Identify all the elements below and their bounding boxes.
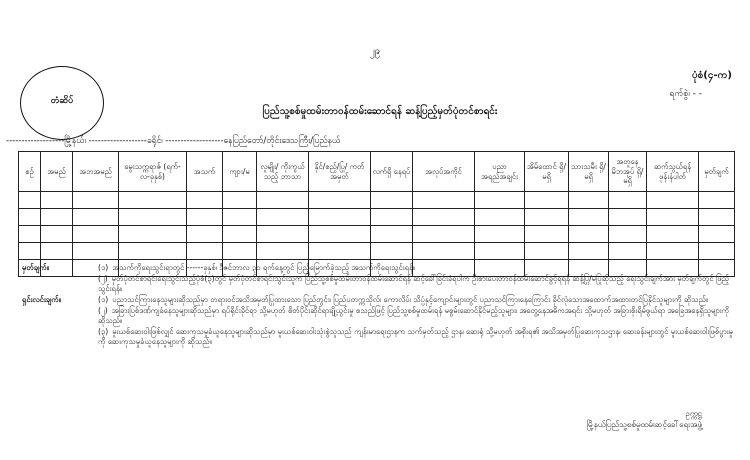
table-cell (73, 243, 119, 260)
table-cell (647, 192, 699, 209)
col-header-age: အသက် (187, 152, 223, 192)
note-number: (၁) (98, 263, 109, 272)
note-item (22, 327, 734, 347)
col-header-serial: စဉ် (19, 152, 41, 192)
table-cell (257, 209, 309, 226)
note-number: (၂) (98, 306, 108, 315)
col-header-occupation: အလုပ်အကိုင် (413, 152, 475, 192)
table-cell (19, 192, 41, 209)
table-cell (41, 209, 73, 226)
col-header-parents: အတူနေ မိဘအုပ် ရှိ/မရှိ (609, 152, 647, 192)
col-header-gender: ကျား/မ (223, 152, 257, 192)
table-row (19, 192, 735, 209)
note-number: (၂) (98, 274, 108, 283)
table-cell (569, 209, 609, 226)
table-cell (569, 243, 609, 260)
table-cell (187, 192, 223, 209)
table-cell (475, 226, 525, 243)
table-cell (119, 192, 187, 209)
table-cell (223, 243, 257, 260)
registration-table (18, 151, 735, 277)
table-cell (19, 243, 41, 260)
note-text: အခြားပြစ်ဒဏ်ကျခံနေသူများဆိုသည်မှာ ရပ်ရိုင်းခိုင်ရာ သို့မဟုတ် စိတ်ပိုင်းဆိုင်ရာချို့ယွင်းမှု စသည်ဖြင့် ပြည်သူ့စစ်မှုထမ်းရန် မစွမ်းဆောင်နိုင်မည့်သူများ၊ အတွေ့နေအဓိကအရင်း သို့မဟုတ် အခြားစိုးရိမ်ဖွယ်ရာ အခြေအနေရှိသူများကို ဆိုသည်။ (98, 306, 730, 325)
table-cell (413, 192, 475, 209)
table-cell (187, 226, 223, 243)
col-header-name: အမည် (41, 152, 73, 192)
table-cell (119, 226, 187, 243)
table-header-row (19, 152, 735, 192)
table-cell (647, 243, 699, 260)
col-header-id-card: နိုင်/စည့်/ပြု/ ကတ်အမှတ် (309, 152, 371, 192)
table-cell (257, 226, 309, 243)
col-header-married: အိမ်ထောင် ရှိ/မရှိ (525, 152, 569, 192)
col-header-phone: ဆက်သွယ်ရန် ဖုန်းနံပါတ် (647, 152, 699, 192)
table-cell (699, 226, 735, 243)
table-cell (609, 243, 647, 260)
table-cell (609, 226, 647, 243)
table-cell (525, 209, 569, 226)
table-row (19, 209, 735, 226)
table-cell (187, 209, 223, 226)
table-cell (41, 243, 73, 260)
table-cell (609, 209, 647, 226)
col-header-race-religion: လူမျိုး/ ကိုးကွယ်သည့် ဘာသာ (257, 152, 309, 192)
table-cell (73, 226, 119, 243)
table-cell (569, 226, 609, 243)
table-cell (371, 243, 413, 260)
table-cell (647, 226, 699, 243)
table-cell (475, 243, 525, 260)
col-header-father-name: အဘအမည် (73, 152, 119, 192)
registration-date: ရက်စွဲ၊ - - (669, 89, 702, 99)
table-cell (223, 209, 257, 226)
table-cell (309, 226, 371, 243)
table-cell (647, 209, 699, 226)
table-cell (371, 226, 413, 243)
location-line: -------------------မြို့နယ်၊ -------------------ခရိုင်၊ -------------------နေပြည်တော်/တိုင်းဒေသကြီး/ပြည်နယ် (6, 136, 341, 146)
table-cell (41, 192, 73, 209)
table-cell (413, 209, 475, 226)
signature-title: ဥက္ကဋ္ဌ (685, 409, 702, 418)
seal-label: တံဆိပ် (50, 96, 74, 106)
signature-office: မြို့နယ်ပြည်သူ့စစ်မှုထမ်းဆင့်ခေါ်ရေးအဖွဲ့ (586, 420, 702, 429)
table-cell (413, 243, 475, 260)
note-item (22, 306, 734, 326)
col-header-remarks: မှတ်ချက် (699, 152, 735, 192)
note-text: အသက်ကိုရေးသွင်းရာတွင် ------ခုနှစ်၊ ဒီဇင်ဘာလ ၃၁ ရက်နေ့တွင် ပြည့်မြောက်ခဲ့သည့် အသက်ကိုရေးသွင်းရန်။ (112, 263, 416, 272)
table-cell (309, 192, 371, 209)
explanation-label: ရှင်းလင်းချက်။ (22, 295, 61, 304)
table-cell (475, 209, 525, 226)
table-cell (699, 209, 735, 226)
table-cell (309, 243, 371, 260)
table-cell (699, 243, 735, 260)
signature-block (586, 408, 702, 430)
table-cell (19, 209, 41, 226)
table-cell (41, 226, 73, 243)
col-header-education: ပညာ အရည်အချင်း (475, 152, 525, 192)
seal-stamp-circle (20, 66, 104, 140)
table-cell (73, 192, 119, 209)
note-number: (၃) (98, 327, 109, 336)
table-cell (475, 192, 525, 209)
col-header-children: သားသမီး ရှိ/မရှိ (569, 152, 609, 192)
remarks-label: မှတ်ချက်။ (22, 263, 49, 272)
table-cell (73, 209, 119, 226)
table-cell (257, 192, 309, 209)
table-cell (19, 226, 41, 243)
note-item (22, 274, 734, 294)
table-cell (187, 243, 223, 260)
table-cell (119, 209, 187, 226)
form-title: ပြည်သူ့စစ်မှုထမ်းတာဝန်ထမ်းဆောင်ရန် ဆန့်ပြည့်မှတ်ပုံတင်စာရင်း (262, 106, 498, 117)
table-cell (309, 209, 371, 226)
note-item (22, 263, 734, 273)
note-text: ပညာသင်ကြားနေသူများဆိုသည်မှာ တရားဝင်အသိအမှတ်ပြုထားသော ပြည်တွင်း၊ ပြည်ပတက္ကသိုလ်၊ ကောလိပ်၊ သိပ္ပံနှင့်ကျောင်းများတွင် ပညာသင်ကြားနေကြောင်း ခိုင်လုံသောအထောက်အထားတင်ပြနိုင်သူများကို ဆိုသည်။ (112, 295, 709, 304)
table-cell (525, 226, 569, 243)
note-text: မူးယစ်ဆေးဝါးဖြစ်လျှင် ဆေးကုသမှုခံယူနေသူများဆိုသည်မှာ မူးယစ်ဆေးဝါးသုံးစွဲသူသည် ကျန်းမာရေးဌာနက သက်မှတ်သည့် ဌာန၊ ဆေးရုံ သို့မဟုတ် အစိုးရ၏ အသိအမှတ်ပြုဆေးကုသဌာန၊ ဆေးခန်းများတွင် မူးယစ်ဆေးဝါးဖြစ်ပွားမှုကို ဆေးကုသမှုခံယူနေသူများကို ဆိုသည်။ (98, 327, 733, 346)
table-row (19, 243, 735, 260)
table-cell (609, 192, 647, 209)
table-cell (569, 192, 609, 209)
table-cell (371, 209, 413, 226)
table-cell (413, 226, 475, 243)
table-cell (699, 192, 735, 209)
col-header-address: လက်ရှိ နေရပ် (371, 152, 413, 192)
form-number: ပုံစံ(၄-က) (691, 70, 732, 81)
table-cell (223, 192, 257, 209)
note-text: မှတ်ပုံတင်စာရင်းရေးသွင်းသည့်ပုံစံ(၃)တွင် မှတ်ပုံတင်စာရင်းသွင်းသူက ပြည်သူ့စစ်မှုထမ်းတာဝန်ထမ်းဆောင်ရန် ဆင့်ခေါ်ခြင်းခံရပါက ဦးစားပေးတာဝန်ထမ်းဆောင်ခွင့်ရရန် ဆန့်ပြု/မပြုဆိုသည့် ရေးသွင်းချက်အား မှတ်ချက်တွင် ဖြည့်သွင်းရန်။ (98, 274, 729, 293)
table-cell (371, 192, 413, 209)
notes-section (22, 263, 734, 348)
table-cell (223, 226, 257, 243)
note-item (22, 295, 734, 305)
table-cell (525, 243, 569, 260)
table-row (19, 226, 735, 243)
note-number: (၁) (98, 295, 109, 304)
table-cell (119, 243, 187, 260)
table-cell (525, 192, 569, 209)
col-header-birth-date: မွေးသက္ကရာဇ် (ရက်-လ-ခုနှစ်) (119, 152, 187, 192)
table-cell (257, 243, 309, 260)
page-number: ၂၉ (369, 46, 381, 57)
